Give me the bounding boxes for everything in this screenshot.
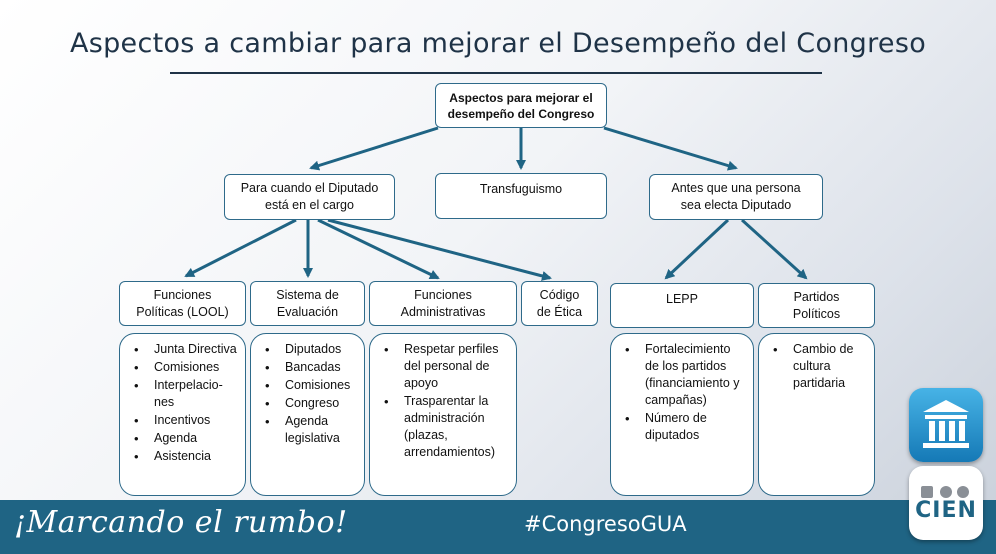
list-partidos-politicos xyxy=(758,333,875,496)
lepp-label: LEPP xyxy=(666,292,698,306)
root-line2: desempeño del Congreso xyxy=(447,106,595,121)
box-lepp xyxy=(610,283,754,328)
box-funciones-administrativas xyxy=(369,281,517,326)
arrow-diputado-funciones-admin xyxy=(318,220,438,278)
cien-logo xyxy=(909,466,983,540)
list-item: • Número de diputados xyxy=(617,410,747,444)
arrow-root-antes xyxy=(604,128,736,168)
list-item: • Junta Directiva xyxy=(126,341,239,358)
page-title: Aspectos a cambiar para mejorar el Desempeño del Congreso xyxy=(69,28,927,59)
partidos-line1: Partidos xyxy=(793,289,840,304)
list-item: • Interpelacio-nes xyxy=(126,377,239,411)
list-item: • Agenda legislativa xyxy=(257,413,358,447)
list-item: • Incentivos xyxy=(126,412,239,429)
list-item: • Fortalecimiento de los partidos (financiamiento y campañas) xyxy=(617,341,747,409)
arrow-diputado-codigo xyxy=(328,220,550,278)
list-item: • Respetar perfiles del personal de apoyo xyxy=(376,341,510,392)
diputado-line2: está en el cargo xyxy=(265,198,354,212)
arrow-diputado-funciones-politicas xyxy=(186,220,296,276)
list-funciones-administrativas xyxy=(369,333,517,496)
list-lepp xyxy=(610,333,754,496)
arrow-antes-lepp xyxy=(666,220,728,278)
funciones-politicas-line1: Funciones xyxy=(153,287,212,302)
codigo-line2: de Ética xyxy=(536,304,583,319)
funciones-admin-line1: Funciones xyxy=(414,287,472,302)
footer-hashtag: #CongresoGUA xyxy=(524,512,687,536)
capitol-building-graphic xyxy=(909,388,983,462)
cien-label: CIEN xyxy=(915,498,977,523)
list-item: • Cambio de cultura partidaria xyxy=(765,341,868,392)
sistema-line1: Sistema de xyxy=(276,287,339,302)
transfuguismo-label: Transfuguismo xyxy=(479,182,563,196)
box-funciones-politicas xyxy=(119,281,246,326)
funciones-politicas-line2: Políticas (LOOL) xyxy=(136,304,229,319)
root-line1: Aspectos para mejorar el xyxy=(449,90,593,105)
box-transfuguismo xyxy=(435,173,607,219)
antes-line1: Antes que una persona xyxy=(671,181,801,195)
list-item: • Agenda xyxy=(126,430,239,447)
codigo-line1: Código xyxy=(539,287,580,302)
partidos-line2: Políticos xyxy=(792,306,841,321)
list-item: • Asistencia xyxy=(126,448,239,465)
funciones-admin-line2: Administrativas xyxy=(400,304,486,319)
list-sistema-evaluacion xyxy=(250,333,365,496)
root-box xyxy=(435,83,607,128)
antes-line2: sea electa Diputado xyxy=(680,198,792,212)
capitol-building-icon xyxy=(909,388,983,462)
list-item: • Diputados xyxy=(257,341,358,358)
box-diputado-en-cargo xyxy=(224,174,395,220)
box-sistema-evaluacion xyxy=(250,281,365,326)
box-partidos-politicos xyxy=(758,283,875,328)
sistema-line2: Evaluación xyxy=(276,304,339,319)
list-item: • Comisiones xyxy=(126,359,239,376)
list-funciones-politicas xyxy=(119,333,246,496)
box-codigo-etica xyxy=(521,281,598,326)
list-item: • Comisiones xyxy=(257,377,358,394)
diputado-line1: Para cuando el Diputado xyxy=(240,181,379,195)
list-item: • Congreso xyxy=(257,395,358,412)
list-item: • Bancadas xyxy=(257,359,358,376)
list-item: • Trasparentar la administración (plazas, arrendamientos) xyxy=(376,393,510,461)
arrow-root-diputado xyxy=(311,128,438,168)
box-antes-electa xyxy=(649,174,823,220)
footer-slogan: ¡Marcando el rumbo! xyxy=(14,505,348,540)
arrow-antes-partidos xyxy=(742,220,806,278)
